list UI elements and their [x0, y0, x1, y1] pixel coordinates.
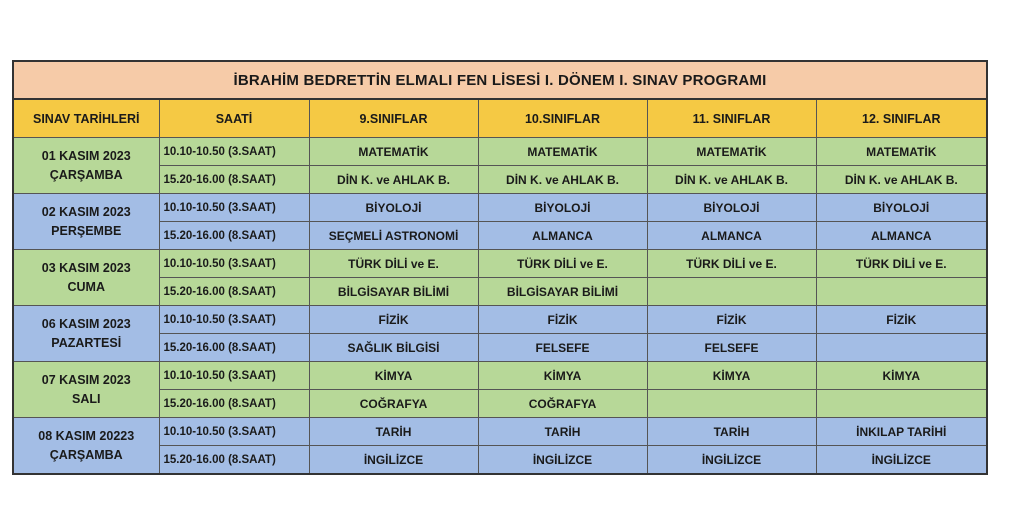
exam-time: 15.20-16.00 (8.SAAT) [159, 390, 309, 418]
lesson-grade-9: COĞRAFYA [309, 390, 478, 418]
exam-schedule-table [12, 60, 988, 475]
exam-time: 10.10-10.50 (3.SAAT) [159, 306, 309, 334]
exam-date-cell [13, 362, 159, 418]
title-row [13, 61, 987, 99]
exam-date: 03 KASIM 2023 [41, 260, 131, 275]
exam-weekday: ÇARŞAMBA [49, 167, 123, 182]
lesson-grade-12: İNKILAP TARİHİ [816, 418, 987, 446]
exam-date-cell [13, 306, 159, 362]
lesson-grade-9: İNGİLİZCE [309, 446, 478, 475]
exam-date: 01 KASIM 2023 [41, 148, 131, 163]
header-grade-9: 9.SINIFLAR [309, 99, 478, 138]
lesson-grade-11: DİN K. ve AHLAK B. [647, 166, 816, 194]
header-grade-11: 11. SINIFLAR [647, 99, 816, 138]
lesson-grade-12 [816, 334, 987, 362]
lesson-grade-9: FİZİK [309, 306, 478, 334]
header-grade-12: 12. SINIFLAR [816, 99, 987, 138]
lesson-grade-10: İNGİLİZCE [478, 446, 647, 475]
header-row [13, 99, 987, 138]
schedule-row [13, 418, 987, 446]
exam-time: 10.10-10.50 (3.SAAT) [159, 250, 309, 278]
exam-weekday: PERŞEMBE [51, 223, 122, 238]
exam-weekday: CUMA [67, 279, 105, 294]
lesson-grade-11: İNGİLİZCE [647, 446, 816, 475]
lesson-grade-12 [816, 278, 987, 306]
schedule-row [13, 362, 987, 390]
lesson-grade-10: MATEMATİK [478, 138, 647, 166]
exam-time: 15.20-16.00 (8.SAAT) [159, 166, 309, 194]
exam-time: 15.20-16.00 (8.SAAT) [159, 334, 309, 362]
lesson-grade-12 [816, 390, 987, 418]
schedule-row [13, 306, 987, 334]
lesson-grade-12: BİYOLOJİ [816, 194, 987, 222]
lesson-grade-11: ALMANCA [647, 222, 816, 250]
exam-date-cell [13, 138, 159, 194]
lesson-grade-11: MATEMATİK [647, 138, 816, 166]
lesson-grade-9: SEÇMELİ ASTRONOMİ [309, 222, 478, 250]
lesson-grade-10: COĞRAFYA [478, 390, 647, 418]
lesson-grade-12: KİMYA [816, 362, 987, 390]
header-grade-10: 10.SINIFLAR [478, 99, 647, 138]
lesson-grade-12: ALMANCA [816, 222, 987, 250]
lesson-grade-9: BİYOLOJİ [309, 194, 478, 222]
lesson-grade-11: TARİH [647, 418, 816, 446]
lesson-grade-11 [647, 278, 816, 306]
lesson-grade-9: MATEMATİK [309, 138, 478, 166]
schedule-row [13, 250, 987, 278]
lesson-grade-12: İNGİLİZCE [816, 446, 987, 475]
lesson-grade-11: TÜRK DİLİ ve E. [647, 250, 816, 278]
exam-weekday: SALI [72, 391, 101, 406]
lesson-grade-10: TARİH [478, 418, 647, 446]
lesson-grade-10: FELSEFE [478, 334, 647, 362]
lesson-grade-11 [647, 390, 816, 418]
schedule-row [13, 166, 987, 194]
lesson-grade-10: KİMYA [478, 362, 647, 390]
exam-date: 08 KASIM 20223 [38, 428, 135, 443]
schedule-title: İBRAHİM BEDRETTİN ELMALI FEN LİSESİ I. DÖNEM I. SINAV PROGRAMI [13, 61, 987, 99]
exam-date-cell [13, 194, 159, 250]
exam-date: 06 KASIM 2023 [41, 316, 131, 331]
lesson-grade-10: DİN K. ve AHLAK B. [478, 166, 647, 194]
schedule-row [13, 334, 987, 362]
lesson-grade-9: SAĞLIK BİLGİSİ [309, 334, 478, 362]
lesson-grade-11: FİZİK [647, 306, 816, 334]
lesson-grade-9: KİMYA [309, 362, 478, 390]
header-time: SAATİ [159, 99, 309, 138]
exam-date: 02 KASIM 2023 [41, 204, 131, 219]
lesson-grade-10: TÜRK DİLİ ve E. [478, 250, 647, 278]
schedule-row [13, 446, 987, 475]
lesson-grade-9: TARİH [309, 418, 478, 446]
exam-date-cell [13, 250, 159, 306]
exam-time: 15.20-16.00 (8.SAAT) [159, 222, 309, 250]
lesson-grade-9: BİLGİSAYAR BİLİMİ [309, 278, 478, 306]
lesson-grade-12: TÜRK DİLİ ve E. [816, 250, 987, 278]
exam-date: 07 KASIM 2023 [41, 372, 131, 387]
schedule-row [13, 390, 987, 418]
exam-time: 10.10-10.50 (3.SAAT) [159, 194, 309, 222]
exam-time: 10.10-10.50 (3.SAAT) [159, 138, 309, 166]
exam-weekday: ÇARŞAMBA [49, 447, 123, 462]
exam-time: 10.10-10.50 (3.SAAT) [159, 418, 309, 446]
lesson-grade-10: BİLGİSAYAR BİLİMİ [478, 278, 647, 306]
schedule-row [13, 222, 987, 250]
exam-date-cell [13, 418, 159, 475]
schedule-row [13, 194, 987, 222]
exam-schedule-sheet [12, 60, 986, 475]
exam-time: 15.20-16.00 (8.SAAT) [159, 446, 309, 475]
schedule-row [13, 278, 987, 306]
lesson-grade-11: BİYOLOJİ [647, 194, 816, 222]
lesson-grade-10: ALMANCA [478, 222, 647, 250]
lesson-grade-11: FELSEFE [647, 334, 816, 362]
lesson-grade-10: BİYOLOJİ [478, 194, 647, 222]
exam-weekday: PAZARTESİ [51, 335, 122, 350]
lesson-grade-10: FİZİK [478, 306, 647, 334]
exam-time: 10.10-10.50 (3.SAAT) [159, 362, 309, 390]
lesson-grade-12: MATEMATİK [816, 138, 987, 166]
schedule-row [13, 138, 987, 166]
header-exam-dates: SINAV TARİHLERİ [13, 99, 159, 138]
lesson-grade-12: FİZİK [816, 306, 987, 334]
exam-time: 15.20-16.00 (8.SAAT) [159, 278, 309, 306]
lesson-grade-11: KİMYA [647, 362, 816, 390]
lesson-grade-9: DİN K. ve AHLAK B. [309, 166, 478, 194]
lesson-grade-9: TÜRK DİLİ ve E. [309, 250, 478, 278]
lesson-grade-12: DİN K. ve AHLAK B. [816, 166, 987, 194]
